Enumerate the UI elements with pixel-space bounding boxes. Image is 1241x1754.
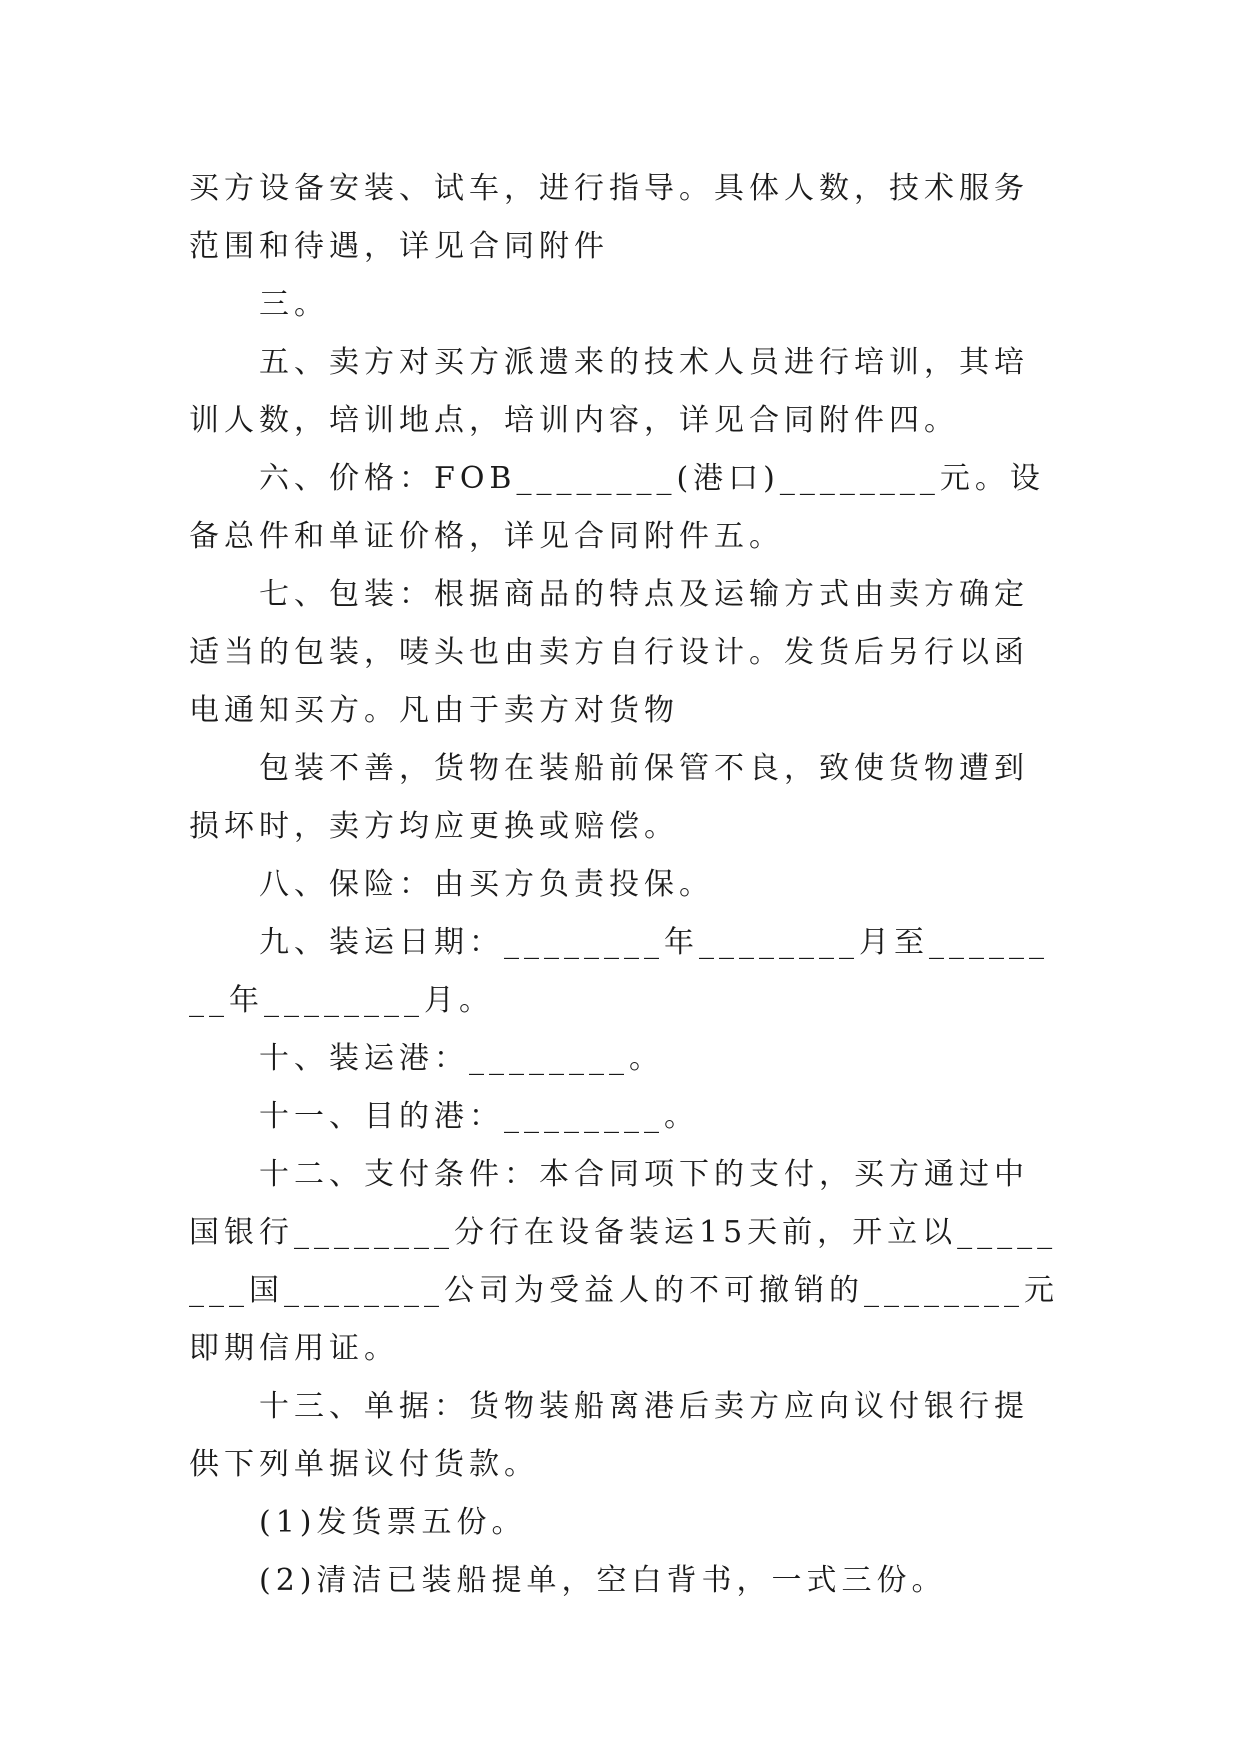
paragraph-training: 五、卖方对买方派遗来的技术人员进行培训，其培训人数，培训地点，培训内容，详见合同附件四。 (189, 345, 1029, 438)
paragraph-payment-terms: 十二、支付条件：本合同项下的支付，买方通过中国银行________分行在设备装运15天前，开立以________国________公司为受益人的不可撤销的________元即期信用证。 (189, 1157, 1059, 1366)
paragraph-invoice: (1)发货票五份。 (259, 1505, 527, 1540)
paragraph-appendix-three: 三。 (259, 287, 329, 322)
paragraph-documents: 十三、单据：货物装船离港后卖方应向议付银行提供下列单据议付货款。 (189, 1389, 1029, 1482)
paragraph-shipment-date: 九、装运日期：________年________月至________年________月。 (189, 925, 1049, 1018)
paragraph-price: 六、价格：FOB________(港口)________元。设备总件和单证价格，详见合同附件五。 (189, 461, 1045, 554)
contract-body (189, 160, 1059, 1610)
paragraph-packaging: 七、包装：根据商品的特点及运输方式由卖方确定适当的包装，唛头也由卖方自行设计。发货后另行以函电通知买方。凡由于卖方对货物 (189, 577, 1029, 728)
paragraph-tech-service: 买方设备安装、试车，进行指导。具体人数，技术服务范围和待遇，详见合同附件 (189, 171, 1029, 264)
paragraph-packaging-damage: 包装不善，货物在装船前保管不良，致使货物遭到损坏时，卖方均应更换或赔偿。 (189, 751, 1029, 844)
paragraph-insurance: 八、保险：由买方负责投保。 (259, 867, 714, 902)
paragraph-port-of-destination: 十一、目的港：________。 (259, 1099, 699, 1134)
paragraph-port-of-loading: 十、装运港：________。 (259, 1041, 664, 1076)
paragraph-bill-of-lading: (2)清洁已装船提单，空白背书，一式三份。 (259, 1563, 947, 1598)
